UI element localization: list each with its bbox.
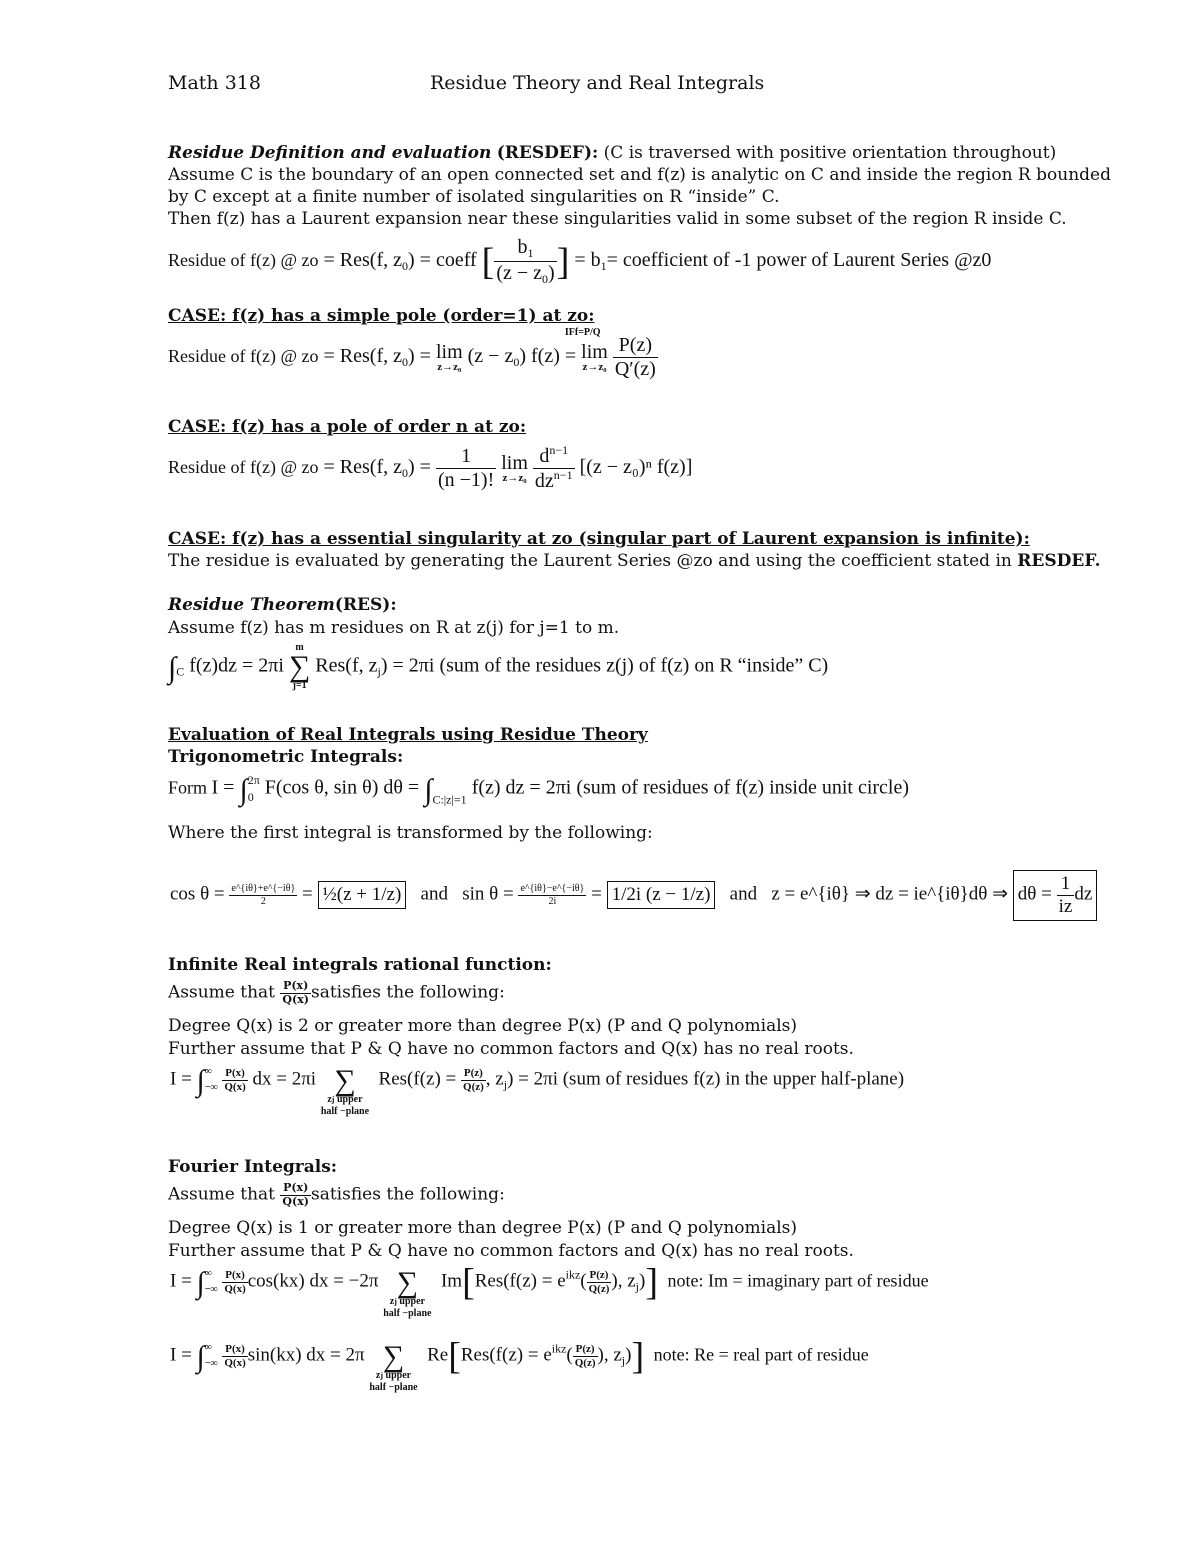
resdef-note: (C is traversed with positive orientation throughout) xyxy=(598,143,1057,163)
resdef-equation: Residue of f(z) @ zo = Res(f, $z_0$) = coeff [ $\frac{b_1}{(z - z_0)}$ ] = $b_1=$ coefficient of -1 power of Laurent Series @z0 xyxy=(168,236,992,286)
rational-heading: Infinite Real integrals rational function: xyxy=(168,955,552,975)
res-theorem-equation: $\int_C$ f(z)dz = 2πi m ∑ j=1 Res(f, $z_j) = 2\pi i$ (sum of the residues z(j) of f(z) on R “inside” C) xyxy=(168,642,829,691)
rational-equation: I = ∫ ∞ −∞ $\frac{P(x)}{Q(x)}$ dx = 2πi ∑ zj upper half −plane Res(f(z) = $\frac{P(z)}{Q(z)}$ , $z_j) = 2\pi i$ (sum of residues f(z) in the upper half-plane) xyxy=(170,1064,905,1118)
case-order-n-equation: Residue of f(z) @ zo = Res(f, $z_0$) = $\frac{1}{(n -1)!}$ lim z→z₀ $\frac{d^{n-1}}{dz^{n-1}}$ [(z − z₀)ⁿ f(z)] xyxy=(168,443,693,492)
trig-heading: Trigonometric Integrals: xyxy=(168,747,404,767)
fourier-assume-line: Assume that $\frac{P(x)}{Q(x)}$ satisfies the following: xyxy=(168,1181,505,1208)
transform-line: Where the first integral is transformed by the following: xyxy=(168,823,653,843)
rational-assume-line: Assume that $\frac{P(x)}{Q(x)}$ satisfies the following: xyxy=(168,979,505,1006)
case-simple-heading: CASE: f(z) has a simple pole (order=1) at zo: xyxy=(168,306,595,326)
real-integrals-heading: Evaluation of Real Integrals using Residue Theory xyxy=(168,725,648,745)
page-title: Residue Theory and Real Integrals xyxy=(430,72,765,94)
trig-transform-equation: cos θ = $\frac{e\^{}\{i\theta\}+e\^{}\{-i\theta\}}{2}$ = ½(z + 1/z) and sin θ = $\frac{e\^{}\{i\theta\}-e\^{}\{-i\theta\}}{2i}$ = 1/2i (z − 1/z) and z = e^{iθ} ⇒ dz = ie^{iθ}dθ ⇒ dθ = $\frac{1}{iz}$ dz xyxy=(170,870,1097,921)
case-essential-heading: CASE: f(z) has a essential singularity at zo (singular part of Laurent expansion is infinite): xyxy=(168,529,1030,549)
case-order-n-heading: CASE: f(z) has a pole of order n at zo: xyxy=(168,417,527,437)
res-theorem-heading: Residue Theorem xyxy=(168,595,335,615)
fourier-line1: Degree Q(x) is 1 or greater more than degree P(x) (P and Q polynomials) xyxy=(168,1218,797,1238)
fourier-cos-equation: I = ∫ ∞ −∞ $\frac{P(x)}{Q(x)}$ cos(kx) dx = −2π ∑ zj upper half −plane $Im[Res(f(z) = e^{ikz}$( $\frac{P(z)}{Q(z)}$ ), $z_j$)] note: Im = imaginary part of residue xyxy=(170,1261,929,1320)
resdef-tag: (RESDEF): xyxy=(496,143,599,163)
res-theorem-line: Assume f(z) has m residues on R at z(j) for j=1 to m. xyxy=(168,618,620,638)
trig-form-equation: Form I = ∫ 2π 0 F(cos θ, sin θ) $d\theta = \int_{C:|z|=1}$ f(z) dz = 2πi (sum of residues of f(z) inside unit circle) xyxy=(168,773,910,807)
rational-line1: Degree Q(x) is 2 or greater more than degree P(x) (P and Q polynomials) xyxy=(168,1016,797,1036)
fourier-sin-equation: I = ∫ ∞ −∞ $\frac{P(x)}{Q(x)}$ sin(kx) dx = 2π ∑ zj upper half −plane $Re[Res(f(z) = e^{ikz}$( $\frac{P(z)}{Q(z)}$ ), $z_j$)] note: Re = real part of residue xyxy=(170,1335,869,1394)
fourier-heading: Fourier Integrals: xyxy=(168,1157,338,1177)
case-simple-equation: Residue of f(z) @ zo = Res(f, $z_0) = \lim$ z→z₀ $(z - z_0)$ f(z) IFf=P/Q = lim z→z₀ $\frac{P(z)}{Q'(z)}$ xyxy=(168,327,656,380)
resdef-line1: Assume C is the boundary of an open connected set and f(z) is analytic on C and inside the region R bounded xyxy=(168,165,1111,185)
case-essential-line: The residue is evaluated by generating the Laurent Series @zo and using the coefficient stated in RESDEF. xyxy=(168,551,1101,571)
course-label: Math 318 xyxy=(168,72,261,94)
resdef-heading-line xyxy=(168,142,1056,164)
fourier-line2: Further assume that P & Q have no common factors and Q(x) has no real roots. xyxy=(168,1241,854,1261)
resdef-line2: by C except at a finite number of isolated singularities on R “inside” C. xyxy=(168,187,780,207)
res-theorem-heading-line: Residue Theorem(RES): xyxy=(168,595,397,615)
resdef-line3: Then f(z) has a Laurent expansion near these singularities valid in some subset of the region R inside C. xyxy=(168,209,1067,229)
resdef-heading: Residue Definition and evaluation xyxy=(168,143,492,163)
rational-line2: Further assume that P & Q have no common factors and Q(x) has no real roots. xyxy=(168,1039,854,1059)
